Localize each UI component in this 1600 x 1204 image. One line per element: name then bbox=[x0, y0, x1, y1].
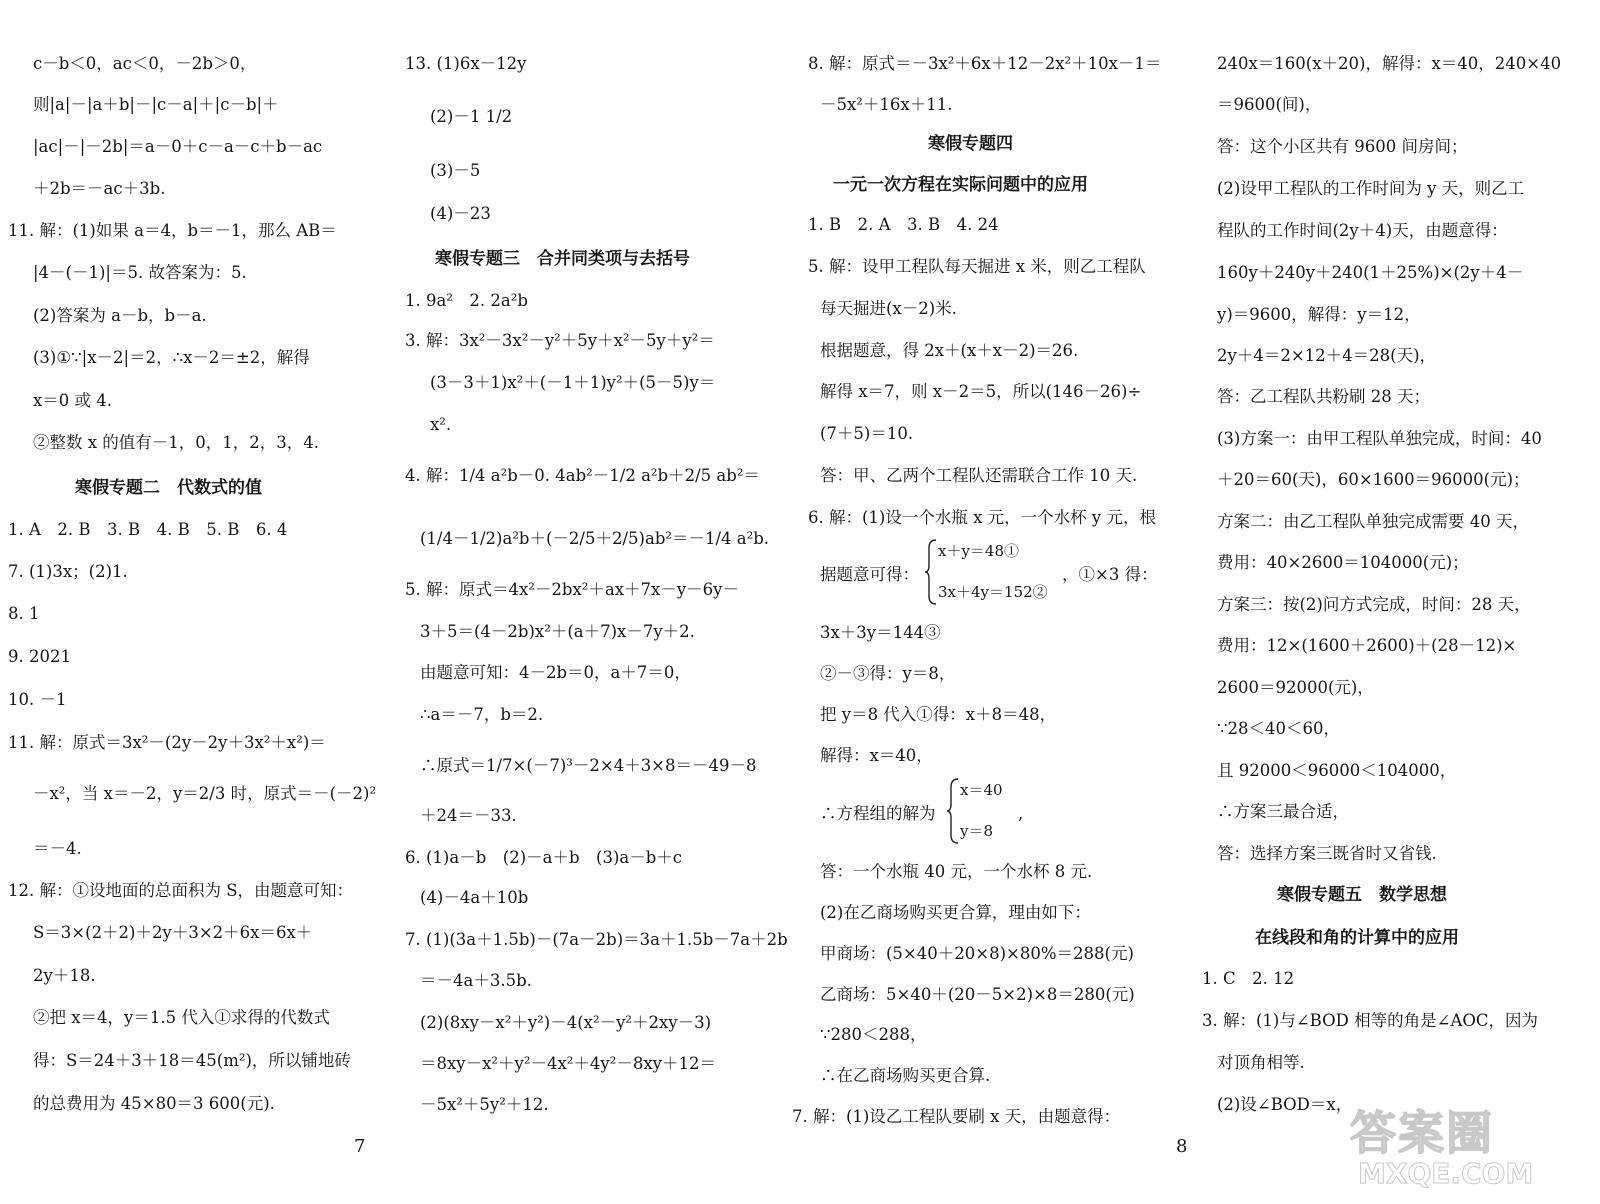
text-line: S＝3×(2＋2)＋2y＋3×2＋6x＝6x＋ bbox=[33, 923, 313, 942]
problem-line: 8. 解：原式＝－3x²＋6x＋12－2x²＋10x－1＝ bbox=[808, 54, 1162, 73]
text-line: (2)设甲工程队的工作时间为 y 天，则乙工 bbox=[1217, 179, 1525, 198]
text-line: (1/4－1/2)a²b＋(－2/5＋2/5)ab²＝－1/4 a²b. bbox=[420, 529, 770, 548]
problem-line: 5. 解：设甲工程队每天掘进 x 米，则乙工程队 bbox=[808, 257, 1146, 276]
text-line: 3＋5＝(4－2b)x²＋(a＋7)x－7y＋2. bbox=[420, 622, 695, 641]
text-line: 答：一个水瓶 40 元，一个水杯 8 元. bbox=[820, 862, 1093, 881]
text-line: ＋20＝60(天)，60×1600＝96000(元)； bbox=[1217, 470, 1530, 489]
answer-line: 7. (1)3x；(2)1. bbox=[8, 562, 128, 581]
text-line: 的总费用为 45×80＝3 600(元). bbox=[33, 1094, 275, 1113]
problem-line: 3. 解：3x²－3x²－y²＋5y＋x²－5y＋y²＝ bbox=[405, 331, 715, 350]
system-equation-1: x＋y＝48① bbox=[938, 542, 1020, 560]
text-line: (2)(8xy－x²＋y²)－4(x²－y²＋2xy－3) bbox=[420, 1013, 712, 1032]
text-line: 答：选择方案三既省时又省钱. bbox=[1217, 844, 1437, 863]
text-line: ＝－4a＋3.5b. bbox=[420, 971, 532, 990]
answer-line: 1. A 2. B 3. B 4. B 5. B 6. 4 bbox=[8, 520, 288, 539]
text-line: ＝9600(间)， bbox=[1217, 95, 1322, 114]
watermark bbox=[1350, 1105, 1582, 1195]
text-line: 由题意可知：4－2b＝0，a＋7＝0， bbox=[420, 663, 691, 682]
text-line: 程队的工作时间(2y＋4)天，由题意得： bbox=[1217, 221, 1508, 240]
text-line: 据题意可得： bbox=[820, 565, 919, 584]
problem-line: 12. 解：①设地面的总面积为 S，由题意可知： bbox=[8, 881, 354, 900]
problem-line: 6. 解：(1)设一个水瓶 x 元，一个水杯 y 元，根 bbox=[808, 508, 1156, 527]
text-line: 方案二：由乙工程队单独完成需要 40 天， bbox=[1217, 512, 1529, 531]
text-line: 2y＋18. bbox=[33, 966, 96, 985]
text-line: (2)在乙商场购买更合算，理由如下： bbox=[820, 903, 1091, 922]
text-line: ∵28＜40＜60， bbox=[1217, 719, 1340, 738]
text-line: ∵280＜288， bbox=[820, 1025, 927, 1044]
text-line: 且 92000＜96000＜104000， bbox=[1217, 761, 1457, 780]
text-line: x². bbox=[430, 415, 452, 434]
section-heading: 寒假专题二 代数式的值 bbox=[75, 478, 262, 498]
answer-line: 9. 2021 bbox=[8, 647, 71, 666]
problem-line: 4. 解：1/4 a²b－0. 4ab²－1/2 a²b＋2/5 ab²＝ bbox=[405, 466, 760, 485]
text-line: 240x＝160(x＋20)，解得：x＝40，240×40 bbox=[1217, 54, 1562, 73]
text-line: 3x＋3y＝144③ bbox=[820, 623, 941, 642]
text-line: ＝－4. bbox=[33, 839, 82, 858]
text-line: 方案三：按(2)问方式完成，时间：28 天， bbox=[1217, 595, 1531, 614]
text-line: －5x²＋16x＋11. bbox=[820, 95, 953, 114]
text-line: (3)－5 bbox=[430, 161, 481, 180]
section-subheading: 一元一次方程在实际问题中的应用 bbox=[833, 175, 1088, 195]
text-line: 答：这个小区共有 9600 间房间； bbox=[1217, 137, 1468, 156]
text-line: ∴原式＝1/7×(－7)³－2×4＋3×8＝－49－8 bbox=[420, 756, 757, 775]
answer-line: 1. B 2. A 3. B 4. 24 bbox=[808, 215, 999, 234]
text-line: 根据题意，得 2x＋(x＋x－2)＝26. bbox=[820, 341, 1079, 360]
text-line: (4)－23 bbox=[430, 204, 491, 223]
text-line: ∴方案三最合适， bbox=[1217, 802, 1349, 821]
text-line: ②整数 x 的值有－1，0，1，2，3，4. bbox=[33, 433, 320, 452]
text-line: 解得 x＝7，则 x－2＝5，所以(146－26)÷ bbox=[820, 382, 1142, 401]
problem-line: 11. 解：(1)如果 a＝4，b＝－1，那么 AB＝ bbox=[8, 221, 337, 240]
text-line: x＝0 或 4. bbox=[33, 391, 113, 410]
text-line: ∴a＝－7，b＝2. bbox=[420, 705, 544, 724]
answer-line: 8. 1 bbox=[8, 604, 40, 623]
text-line: y)＝9600，解得：y＝12， bbox=[1217, 305, 1421, 324]
problem-line: 3. 解：(1)与∠BOD 相等的角是∠AOC，因为 bbox=[1202, 1011, 1539, 1030]
text-line: ②－③得：y＝8， bbox=[820, 664, 956, 683]
problem-line: 7. (1)(3a＋1.5b)－(7a－2b)＝3a＋1.5b－7a＋2b bbox=[405, 930, 788, 949]
text-line: c－b＜0，ac＜0，－2b＞0， bbox=[33, 54, 257, 73]
text-line: ∴方程组的解为 bbox=[820, 804, 936, 823]
text-line: 解得：x＝40， bbox=[820, 746, 933, 765]
text-line: －5x²＋5y²＋12. bbox=[420, 1095, 549, 1114]
text-line: (2)－1 1/2 bbox=[430, 107, 513, 126]
text-line: 费用：12×(1600＋2600)＋(28－12)× bbox=[1217, 636, 1517, 655]
problem-line: 13. (1)6x－12y bbox=[405, 54, 527, 73]
page-number: 8 bbox=[1176, 1136, 1188, 1157]
text-line: 把 y＝8 代入①得：x＋8＝48， bbox=[820, 705, 1057, 724]
text-line: ∴在乙商场购买更合算. bbox=[820, 1066, 991, 1085]
text-line: , bbox=[1018, 804, 1024, 823]
text-line: 则|a|－|a＋b|－|c－a|＋|c－b|＋ bbox=[33, 95, 279, 114]
section-heading: 寒假专题五 数学思想 bbox=[1277, 885, 1447, 905]
text-line: 甲商场：(5×40＋20×8)×80%＝288(元) bbox=[820, 944, 1134, 963]
text-line: ，①×3 得： bbox=[1062, 565, 1158, 584]
left-brace-icon bbox=[946, 777, 960, 845]
text-line: 乙商场：5×40＋(20－5×2)×8＝280(元) bbox=[820, 985, 1135, 1004]
text-line: (3)方案一：由甲工程队单独完成，时间：40 bbox=[1217, 429, 1542, 448]
text-line: 答：乙工程队共粉刷 28 天； bbox=[1217, 387, 1430, 406]
text-line: 答：甲、乙两个工程队还需联合工作 10 天. bbox=[820, 466, 1138, 485]
answer-line: 10. －1 bbox=[8, 690, 67, 709]
text-line: 2y＋4＝2×12＋4＝28(天)， bbox=[1217, 346, 1437, 365]
text-line: (4)－4a＋10b bbox=[420, 888, 529, 907]
text-line: ＋2b＝－ac＋3b. bbox=[33, 179, 166, 198]
watermark-url: MXQE.COM bbox=[1358, 1157, 1534, 1190]
text-line: 费用：40×2600＝104000(元)； bbox=[1217, 553, 1469, 572]
problem-line: 5. 解：原式＝4x²－2bx²＋ax＋7x－y－6y－ bbox=[405, 580, 739, 599]
text-line: |ac|－|－2b|＝a－0＋c－a－c＋b－ac bbox=[33, 137, 323, 156]
text-line: (3－3＋1)x²＋(－1＋1)y²＋(5－5)y＝ bbox=[430, 373, 716, 392]
problem-line: 7. 解：(1)设乙工程队要刷 x 天，由题意得： bbox=[792, 1107, 1121, 1126]
text-line: |4－(－1)|＝5. 故答案为：5. bbox=[33, 263, 247, 282]
text-line: 160y＋240y＋240(1＋25%)×(2y＋4－ bbox=[1217, 263, 1524, 282]
text-line: (7＋5)＝10. bbox=[820, 424, 914, 443]
text-line: ②把 x＝4，y＝1.5 代入①求得的代数式 bbox=[33, 1008, 330, 1027]
problem-line: 11. 解：原式＝3x²－(2y－2y＋3x²＋x²)＝ bbox=[8, 733, 326, 752]
page-number: 7 bbox=[354, 1136, 366, 1157]
watermark-text: 答案圈 bbox=[1350, 1106, 1494, 1160]
text-line: ＝8xy－x²＋y²－4x²＋4y²－8xy＋12＝ bbox=[420, 1054, 716, 1073]
system-solution-2: y＝8 bbox=[960, 822, 994, 840]
text-line: 每天掘进(x－2)米. bbox=[820, 299, 957, 318]
text-line: (2)设∠BOD＝x， bbox=[1217, 1095, 1353, 1114]
system-solution-1: x＝40 bbox=[960, 781, 1003, 799]
text-line: (2)答案为 a－b，b－a. bbox=[33, 306, 207, 325]
text-line: －x²，当 x＝－2，y＝2/3 时，原式＝－(－2)² bbox=[33, 784, 377, 803]
text-line: 2600＝92000(元)， bbox=[1217, 678, 1374, 697]
section-subheading: 在线段和角的计算中的应用 bbox=[1255, 928, 1459, 948]
text-line: ＋24＝－33. bbox=[420, 806, 517, 825]
section-heading: 寒假专题四 bbox=[928, 134, 1013, 154]
answer-line: 1. C 2. 12 bbox=[1202, 969, 1295, 988]
text-line: 得：S＝24＋3＋18＝45(m²)，所以铺地砖 bbox=[33, 1051, 351, 1070]
text-line: 对顶角相等. bbox=[1217, 1053, 1305, 1072]
answer-line: 1. 9a² 2. 2a²b bbox=[405, 291, 528, 310]
system-equation-2: 3x＋4y＝152② bbox=[938, 583, 1048, 601]
section-heading: 寒假专题三 合并同类项与去括号 bbox=[435, 249, 690, 269]
left-brace-icon bbox=[924, 538, 938, 606]
answer-line: 6. (1)a－b (2)－a＋b (3)a－b＋c bbox=[405, 848, 683, 867]
text-line: (3)①∵|x－2|＝2，∴x－2＝±2，解得 bbox=[33, 348, 310, 367]
